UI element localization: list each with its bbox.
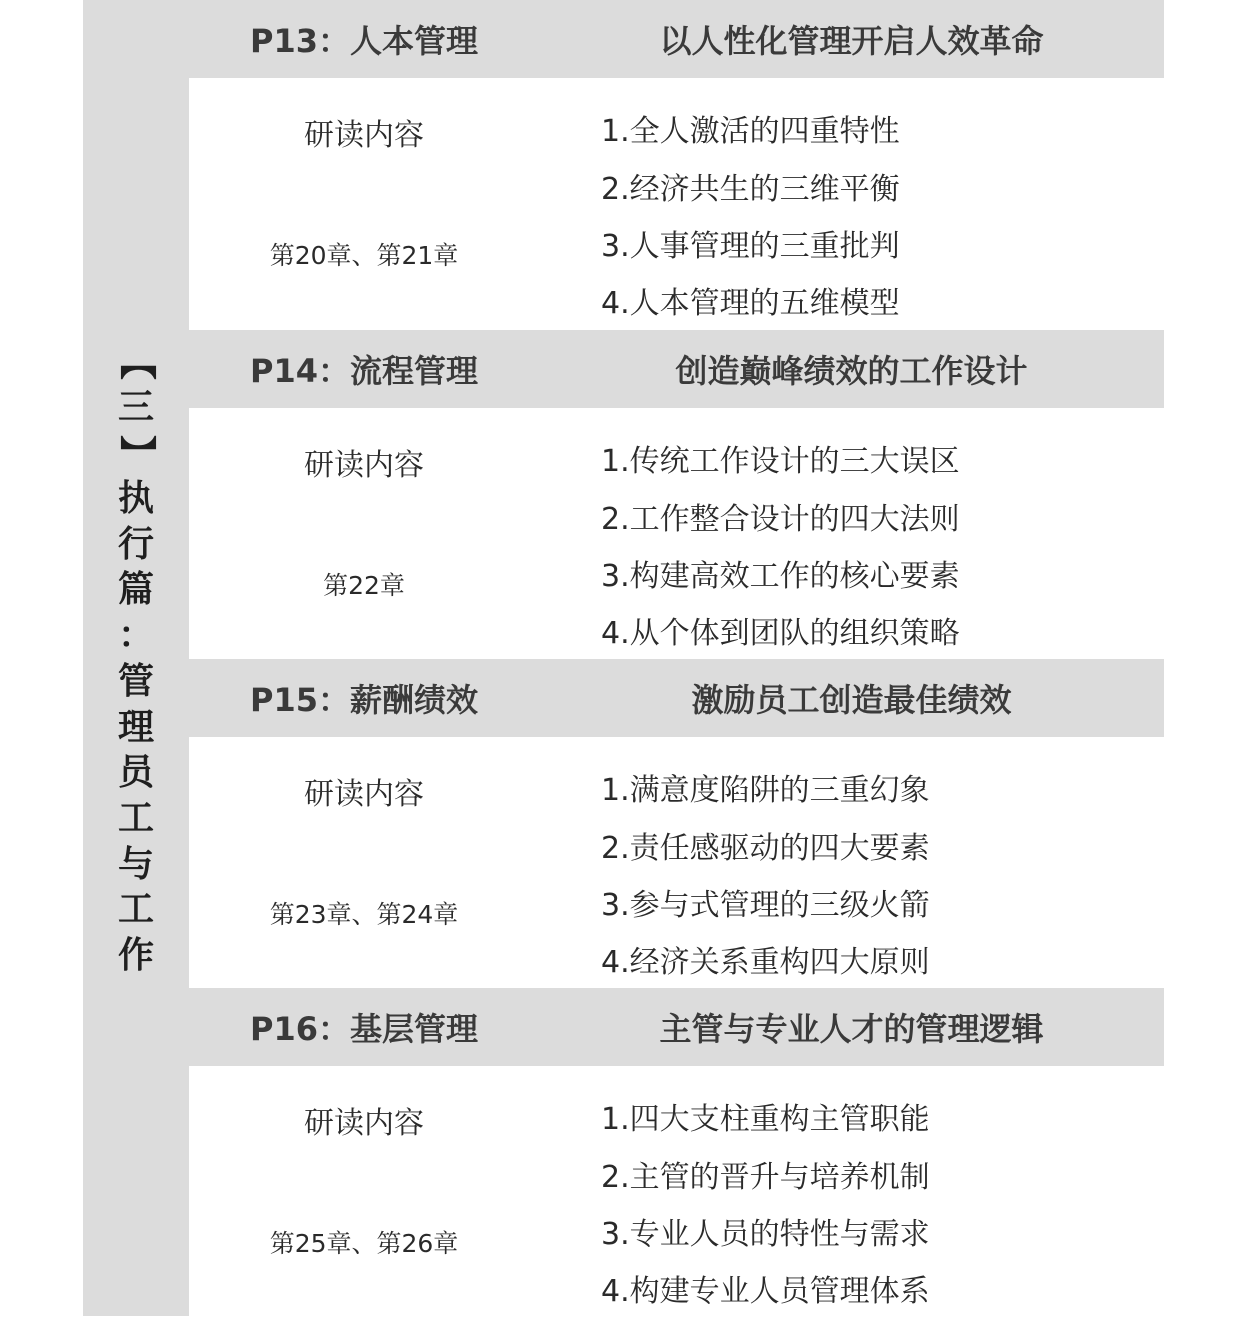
read-label: 研读内容 <box>304 118 424 153</box>
list-item: 1.满意度陷阱的三重幻象 <box>601 773 930 808</box>
sidebar-vertical-title <box>83 344 189 974</box>
list-item: 4.经济关系重构四大原则 <box>601 945 930 980</box>
chapters-label: 第25章、第26章 <box>269 1229 459 1258</box>
sidebar-char: 工 <box>117 797 154 839</box>
section-code: P15：薪酬绩效 <box>250 681 478 719</box>
section-code: P14：流程管理 <box>250 352 478 390</box>
section-header <box>189 988 1164 1066</box>
section-header <box>189 659 1164 737</box>
chapters-label: 第22章 <box>323 571 405 600</box>
section-title: 激励员工创造最佳绩效 <box>691 681 1012 719</box>
list-item: 1.全人激活的四重特性 <box>601 114 900 149</box>
read-label: 研读内容 <box>304 448 424 483</box>
list-item: 3.参与式管理的三级火箭 <box>601 888 930 923</box>
section-code: P16：基层管理 <box>250 1010 478 1048</box>
sidebar-char: 篇 <box>117 569 154 611</box>
list-item: 3.专业人员的特性与需求 <box>601 1217 930 1252</box>
sidebar-char: ： <box>117 615 154 657</box>
list-item: 1.传统工作设计的三大误区 <box>601 444 960 479</box>
section-body <box>189 78 1164 330</box>
sidebar-char: 执 <box>117 478 154 520</box>
read-label: 研读内容 <box>304 777 424 812</box>
list-item: 4.人本管理的五维模型 <box>601 286 900 321</box>
sidebar-char: 】 <box>115 435 157 472</box>
list-item: 3.人事管理的三重批判 <box>601 229 900 264</box>
section-title: 主管与专业人才的管理逻辑 <box>659 1010 1044 1048</box>
sidebar-char: 理 <box>117 706 154 748</box>
sidebar-char: 与 <box>117 843 154 885</box>
section-code: P13：人本管理 <box>250 22 478 60</box>
section-header <box>189 330 1164 408</box>
list-item: 2.责任感驱动的四大要素 <box>601 831 930 866</box>
sidebar-char: 管 <box>117 660 154 702</box>
list-item: 2.主管的晋升与培养机制 <box>601 1160 930 1195</box>
chapters-label: 第20章、第21章 <box>269 241 459 270</box>
list-item: 4.从个体到团队的组织策略 <box>601 616 960 651</box>
sidebar-char: 行 <box>117 523 154 565</box>
sidebar-char: 工 <box>117 889 154 931</box>
section-title: 创造巅峰绩效的工作设计 <box>675 352 1028 390</box>
section-sidebar <box>83 0 189 1316</box>
sidebar-char: 【 <box>115 343 157 381</box>
section-body <box>189 737 1164 989</box>
section-body <box>189 1066 1164 1318</box>
list-item: 2.经济共生的三维平衡 <box>601 172 900 207</box>
read-label: 研读内容 <box>304 1106 424 1141</box>
sidebar-char: 作 <box>117 934 154 976</box>
sidebar-char: 三 <box>117 386 154 428</box>
list-item: 2.工作整合设计的四大法则 <box>601 502 960 537</box>
list-item: 3.构建高效工作的核心要素 <box>601 559 960 594</box>
section-body <box>189 408 1164 660</box>
section-header <box>189 0 1164 78</box>
list-item: 1.四大支柱重构主管职能 <box>601 1102 930 1137</box>
section-title: 以人性化管理开启人效革命 <box>659 22 1044 60</box>
list-item: 4.构建专业人员管理体系 <box>601 1274 930 1309</box>
sidebar-char: 员 <box>117 752 154 794</box>
chapters-label: 第23章、第24章 <box>269 900 459 929</box>
